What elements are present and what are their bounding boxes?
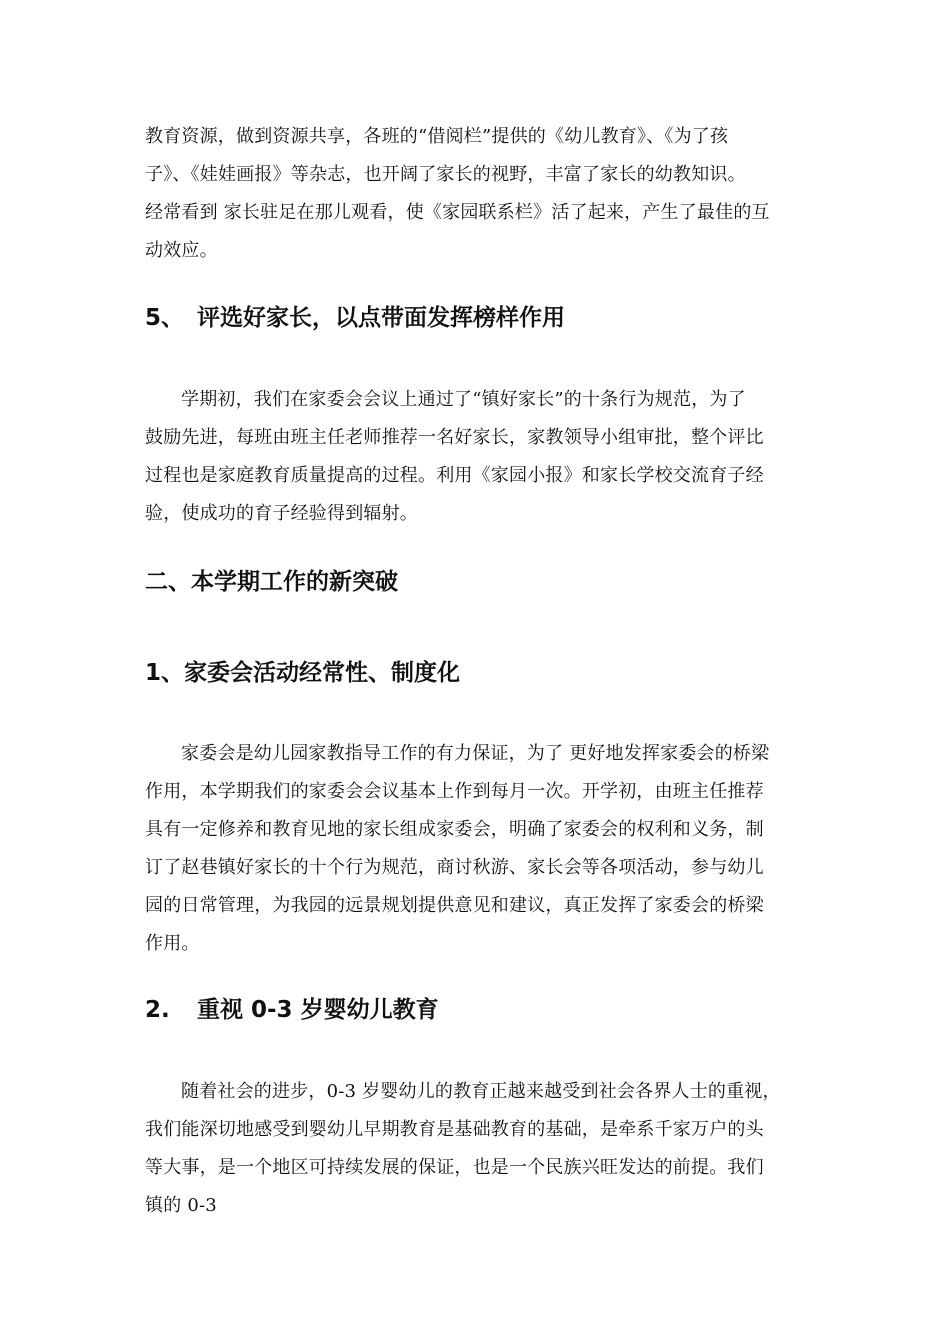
- paragraph-2-line-3: 过程也是家庭教育质量提高的过程。利用《家园小报》和家长学校交流育子经: [145, 465, 764, 486]
- paragraph-4-line-1: 随着社会的进步，0-3 岁婴幼儿的教育正越来越受到社会各界人士的重视，: [181, 1081, 781, 1102]
- heading-1-number: 1、: [145, 660, 185, 686]
- paragraph-3-line-5: 园的日常管理，为我园的远景规划提供意见和建议，真正发挥了家委会的桥梁: [145, 895, 764, 916]
- paragraph-3-line-2: 作用，本学期我们的家委会会议基本上作到每月一次。开学初，由班主任推荐: [145, 781, 764, 802]
- paragraph-4-line-2: 我们能深切地感受到婴幼儿早期教育是基础教育的基础，是牵系千家万户的头: [145, 1119, 764, 1140]
- paragraph-3-line-3: 具有一定修养和教育见地的家长组成家委会，明确了家委会的权利和义务，制: [145, 819, 764, 840]
- heading-2-number: 2.: [145, 997, 170, 1023]
- paragraph-3-line-4: 订了赵巷镇好家长的十个行为规范，商讨秋游、家长会等各项活动，参与幼儿: [145, 857, 764, 878]
- paragraph-2-line-2: 鼓励先进，每班由班主任老师推荐一名好家长，家教领导小组审批，整个评比: [145, 427, 764, 448]
- heading-2-text: 重视 0-3 岁婴幼儿教育: [197, 997, 439, 1023]
- section-2-heading: 二、本学期工作的新突破: [145, 569, 398, 595]
- heading-1: [145, 659, 460, 687]
- paragraph-1-line-1: 教育资源，做到资源共享，各班的“借阅栏”提供的《幼儿教育》、《为了孩: [145, 126, 729, 147]
- heading-5-number: 5、: [145, 305, 185, 331]
- paragraph-4-line-4: 镇的 0-3: [145, 1195, 217, 1216]
- heading-5: [145, 304, 565, 332]
- paragraph-3-line-6: 作用。: [145, 933, 200, 954]
- paragraph-1-line-2: 子》、《娃娃画报》等杂志，也开阔了家长的视野，丰富了家长的幼教知识。: [145, 164, 746, 185]
- paragraph-3-line-1: 家委会是幼儿园家教指导工作的有力保证，为了 更好地发挥家委会的桥梁: [181, 743, 770, 764]
- heading-1-text: 家委会活动经常性、制度化: [184, 660, 461, 686]
- paragraph-4-line-3: 等大事，是一个地区可持续发展的保证，也是一个民族兴旺发达的前提。我们: [145, 1157, 764, 1178]
- paragraph-1-line-3: 经常看到 家长驻足在那儿观看，使《家园联系栏》活了起来，产生了最佳的互: [145, 202, 770, 223]
- paragraph-2-line-1: 学期初，我们在家委会会议上通过了“镇好家长”的十条行为规范，为了: [181, 389, 746, 410]
- paragraph-2-line-4: 验，使成功的育子经验得到辐射。: [145, 503, 418, 524]
- heading-2: [145, 996, 439, 1024]
- heading-5-text: 评选好家长，以点带面发挥榜样作用: [197, 305, 565, 331]
- paragraph-1-line-4: 动效应。: [145, 240, 218, 261]
